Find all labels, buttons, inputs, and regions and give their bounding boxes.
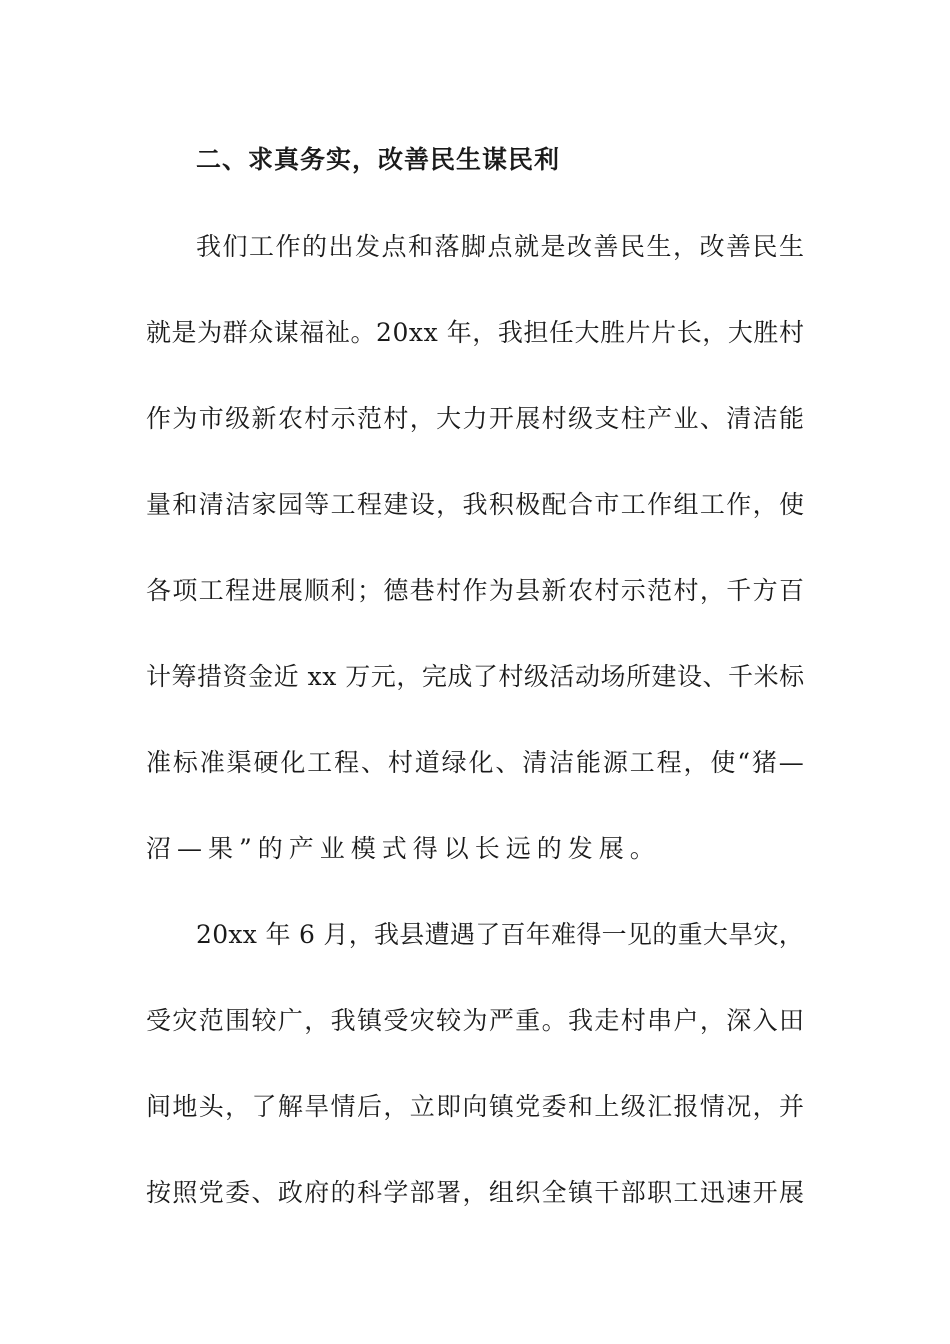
paragraph-line: 准标准渠硬化工程、村道绿化、清洁能源工程，使“猪— [146, 748, 806, 777]
paragraph-line: 量和清洁家园等工程建设，我积极配合市工作组工作，使 [146, 490, 806, 519]
paragraph-line: 作为市级新农村示范村，大力开展村级支柱产业、清洁能 [146, 404, 806, 433]
paragraph-line: 各项工程进展顺利；德巷村作为县新农村示范村，千方百 [146, 576, 806, 605]
paragraph-line: 间地头，了解旱情后，立即向镇党委和上级汇报情况，并 [146, 1092, 806, 1121]
paragraph-line: 20xx 年 6 月，我县遭遇了百年难得一见的重大旱灾， [196, 920, 805, 949]
paragraph-line: 沼—果”的产业模式得以长远的发展。 [146, 834, 661, 863]
paragraph-line: 我们工作的出发点和落脚点就是改善民生，改善民生 [196, 232, 806, 261]
paragraph-line: 按照党委、政府的科学部署，组织全镇干部职工迅速开展 [146, 1178, 806, 1207]
section-heading: 二、求真务实，改善民生谋民利 [196, 145, 561, 174]
paragraph-line: 计筹措资金近 xx 万元，完成了村级活动场所建设、千米标 [146, 662, 805, 691]
paragraph-line: 就是为群众谋福祉。20xx 年，我担任大胜片片长，大胜村 [146, 318, 805, 347]
paragraph-line: 受灾范围较广，我镇受灾较为严重。我走村串户，深入田 [146, 1006, 806, 1035]
